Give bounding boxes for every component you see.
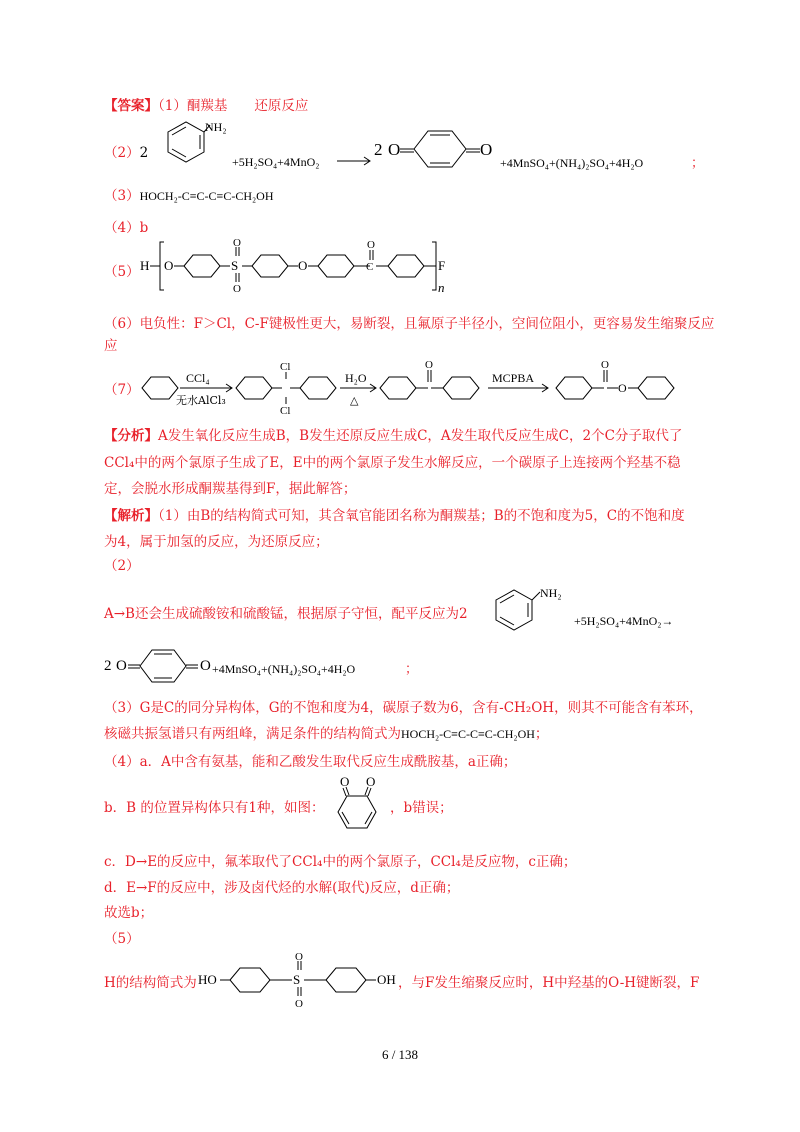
solution-l6: （3）G是C的同分异构体，G的不饱和度为4，碳原子数为6，含有-CH₂OH，则其不可能含有苯环， xyxy=(104,700,703,716)
bisphenol-s-structure xyxy=(196,950,416,1012)
polymer-h: H xyxy=(140,258,150,273)
solution-l14-b: ，与F发生缩聚反应时，H中羟基的O-H键断裂，F xyxy=(398,975,700,991)
polymer-o2: O xyxy=(298,258,308,273)
polymer-n: n xyxy=(438,280,445,295)
q2-nh2-label: NH₂ xyxy=(205,120,227,134)
solution-bq-o-left: O xyxy=(116,658,127,674)
q7-ester-o: O xyxy=(618,381,627,395)
solution-l11: d．E→F的反应中，涉及卤代烃的水解(取代)反应，d正确； xyxy=(104,880,460,896)
polymer-o1: O xyxy=(164,258,174,273)
polymer-f: F xyxy=(438,258,446,273)
solution-l5-end: ； xyxy=(405,661,419,676)
polymer-so-top: O xyxy=(233,237,241,249)
polymer-s: S xyxy=(231,258,239,273)
q2-coef: 2 xyxy=(139,145,149,161)
solution-l12: 故选b； xyxy=(104,905,154,921)
answer-line-1 xyxy=(104,96,308,116)
polymer-structure xyxy=(138,236,498,298)
solution-heading: 【解析】 xyxy=(104,508,158,524)
solution-nh2-label: NH₂ xyxy=(540,586,562,600)
polymer-c: C xyxy=(366,261,374,273)
answer-q4: （4）b xyxy=(104,220,149,236)
solution-l7 xyxy=(104,724,548,744)
solution-l5-rest: +4MnSO₄+(NH₄)₂SO₄+4H₂O xyxy=(212,662,356,676)
analysis-l1 xyxy=(104,426,682,446)
answer-q5-label: （5） xyxy=(104,264,140,280)
analysis-text-1: A发生氧化反应生成B，B发生还原反应生成C，A发生取代反应生成C，2个C分子取代了 xyxy=(158,428,683,444)
polymer-co: O xyxy=(367,239,375,251)
obq-o1: O xyxy=(340,774,350,789)
q2-label: （2） xyxy=(104,145,140,161)
answer-heading: 【答案】 xyxy=(104,98,158,114)
q7-reagent-1-top: CCl₄ xyxy=(186,371,210,385)
solution-l7-text: 核磁共振氢谱只有两组峰，满足条件的结构简式为 xyxy=(104,726,401,742)
solution-l13: （5） xyxy=(104,931,140,947)
solution-benzoquinone-structure xyxy=(128,642,202,690)
q7-cl-top: Cl xyxy=(280,361,291,373)
solution-text-1: （1）由B的结构简式可知，其含氧官能团名称为酮羰基；B的不饱和度为5，C的不饱和度 xyxy=(158,508,685,524)
solution-l1 xyxy=(104,506,685,526)
solution-l8: （4）a．A中含有氨基，能和乙酸发生取代反应生成酰胺基，a正确； xyxy=(104,754,517,770)
answer-q3 xyxy=(104,186,274,206)
bps-ho: HO xyxy=(198,972,217,987)
answer-q1: （1）酮羰基 还原反应 xyxy=(158,98,309,114)
q2-product-coef: 2 xyxy=(374,140,383,159)
obq-o2: O xyxy=(366,774,376,789)
bps-oh: OH xyxy=(377,972,396,987)
solution-l14-a: H的结构简式为 xyxy=(104,975,197,991)
solution-l3: （2） xyxy=(104,558,140,574)
q7-reagent-1-bottom: 无水AlCl₃ xyxy=(176,394,226,407)
solution-l10: c．D→E的反应中，氟苯取代了CCl₄中的两个氯原子，CCl₄是反应物，c正确； xyxy=(104,854,577,870)
solution-bq-o-right: O xyxy=(200,658,211,674)
analysis-l2: CCl₄中的两个氯原子生成了E，E中的两个氯原子发生水解反应，一个碳原子上连接两个羟基不稳 xyxy=(104,455,681,471)
q7-synthesis-route xyxy=(140,356,700,420)
q2-o-left: O xyxy=(388,140,401,159)
q7-cl-bottom: Cl xyxy=(280,405,291,417)
q3-label: （3） xyxy=(104,188,140,204)
bps-s: S xyxy=(293,972,301,987)
answer-q7-label: （7） xyxy=(104,382,140,398)
ortho-benzoquinone-structure xyxy=(328,774,388,836)
solution-l7-end: ； xyxy=(534,726,549,742)
q7-ester-o-top: O xyxy=(601,359,609,371)
benzoquinone-structure xyxy=(400,120,480,176)
answer-q6-b: 应 xyxy=(104,338,118,354)
analysis-heading: 【分析】 xyxy=(104,428,158,444)
q2-rest: +4MnSO₄+(NH₄)₂SO₄+4H₂O xyxy=(500,156,644,170)
page-number: 6 / 138 xyxy=(381,1047,419,1062)
solution-l2: 为4，属于加氢的反应，为还原反应； xyxy=(104,534,329,550)
q3-formula: HOCH₂-C≡C-C≡C-CH₂OH xyxy=(139,189,274,203)
solution-l4-tail: +5H₂SO₄+4MnO₂→ xyxy=(574,614,674,628)
q2-o-right: O xyxy=(480,140,493,159)
reaction-arrow xyxy=(337,155,373,167)
polymer-so-bottom: O xyxy=(233,283,241,295)
bps-o-top: O xyxy=(295,951,303,963)
q2-reagents: +5H₂SO₄+4MnO₂ xyxy=(232,155,320,169)
solution-l5-coef: 2 xyxy=(104,658,112,674)
solution-l9-a: b．B 的位置异构体只有1种，如图： xyxy=(104,800,325,816)
q7-reagent-2-bottom: △ xyxy=(350,394,359,407)
analysis-l3: 定，会脱水形成酮羰基得到F，据此解答； xyxy=(104,481,357,497)
q7-reagent-2-top: H₂O xyxy=(345,371,367,385)
q7-ketone-o: O xyxy=(425,359,433,371)
answer-q6-a: （6）电负性：F＞Cl，C-F键极性更大，易断裂，且氟原子半径小，空间位阻小，更容易发生缩聚反应 xyxy=(104,316,715,332)
solution-l4: A→B还会生成硫酸铵和硫酸锰，根据原子守恒，配平反应为2 xyxy=(104,606,468,622)
answer-q2-label xyxy=(104,143,148,163)
solution-l9-end: ，b错误； xyxy=(390,800,453,816)
bps-o-bottom: O xyxy=(295,998,303,1010)
q7-reagent-3-top: MCPBA xyxy=(492,371,535,385)
q2-end: ； xyxy=(691,155,705,170)
solution-l7-formula: HOCH₂-C≡C-C≡C-CH₂OH xyxy=(401,727,535,741)
